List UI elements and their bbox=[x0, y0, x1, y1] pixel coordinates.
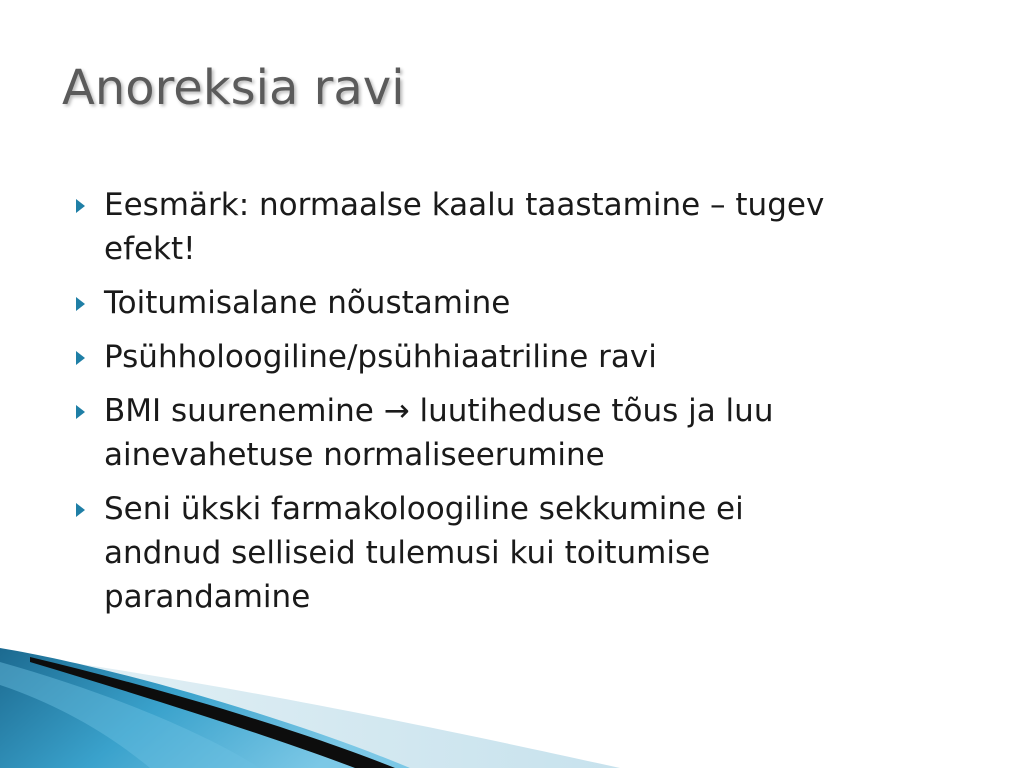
bullet-item-pharmacology bbox=[74, 487, 974, 619]
triangle-right-icon bbox=[76, 351, 85, 365]
bullet-item-goal bbox=[74, 183, 974, 271]
bullet-item-bmi bbox=[74, 389, 974, 477]
bullet-line: parandamine bbox=[104, 579, 311, 615]
bullet-list bbox=[74, 183, 974, 629]
bullet-line: Seni ükski farmakoloogiline sekkumine ei bbox=[104, 491, 744, 527]
slide-title: Anoreksia ravi bbox=[62, 60, 405, 116]
bullet-line: BMI suurenemine → luutiheduse tõus ja luu bbox=[104, 393, 774, 429]
bullet-line: efekt! bbox=[104, 231, 196, 267]
triangle-right-icon bbox=[76, 199, 85, 213]
bullet-line: Eesmärk: normaalse kaalu taastamine – tugev bbox=[104, 187, 825, 223]
bullet-item-psychological-therapy bbox=[74, 335, 974, 379]
bullet-line: Toitumisalane nõustamine bbox=[104, 285, 511, 321]
triangle-right-icon bbox=[76, 405, 85, 419]
bullet-line: Psühholoogiline/psühhiaatriline ravi bbox=[104, 339, 657, 375]
triangle-right-icon bbox=[76, 503, 85, 517]
bullet-line: ainevahetuse normaliseerumine bbox=[104, 437, 605, 473]
triangle-right-icon bbox=[76, 297, 85, 311]
bullet-item-nutrition-counseling bbox=[74, 281, 974, 325]
bullet-line: andnud selliseid tulemusi kui toitumise bbox=[104, 535, 711, 571]
